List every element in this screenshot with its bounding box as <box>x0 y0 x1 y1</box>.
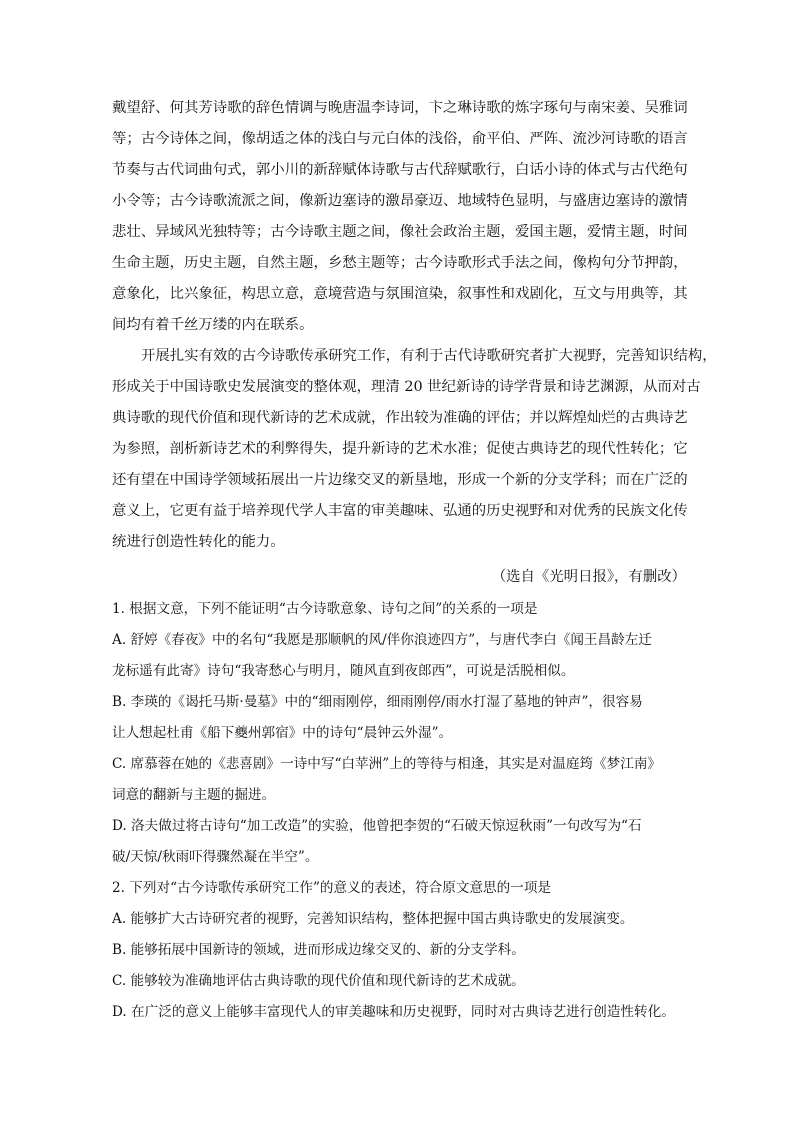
option-a: A. 舒婷《春夜》中的名句“我愿是那顺帆的风/伴你浪迹四方”，与唐代李白《闻王昌龄左迁 <box>112 632 652 648</box>
text-line: 意象化，比兴象征，构思立意，意境营造与氛围渲染，叙事性和戏剧化，互文与用典等，其 <box>112 286 688 302</box>
option-a-cont: 龙标遥有此寄》诗句“我寄愁心与明月，随风直到夜郎西”，可说是活脱相似。 <box>112 663 575 679</box>
option-c-cont: 词意的翻新与主题的掘进。 <box>112 787 276 803</box>
text-line: 形成关于中国诗歌史发展演变的整体观，理清 20 世纪新诗的诗学背景和诗艺渊源，从而对古 <box>112 379 701 395</box>
text-line: 意义上，它更有益于培养现代学人丰富的审美趣味、弘通的历史视野和对优秀的民族文化传 <box>112 503 688 519</box>
option-d: D. 洛夫做过将古诗句“加工改造”的实验，他曾把李贺的“石破天惊逗秋雨”一句改写为“石 <box>112 818 642 834</box>
text-line: 典诗歌的现代价值和现代新诗的艺术成就，作出较为准确的评估；并以辉煌灿烂的古典诗艺 <box>112 410 688 426</box>
text-line: 生命主题，历史主题，自然主题，乡愁主题等；古今诗歌形式手法之间，像构句分节押韵， <box>112 255 688 271</box>
option-b: B. 李瑛的《谒托马斯·曼墓》中的“细雨刚停，细雨刚停/雨水打湿了墓地的钟声”，很容易 <box>112 694 643 710</box>
text-line: 戴望舒、何其芳诗歌的辞色情调与晚唐温李诗词，卞之琳诗歌的炼字琢句与南宋姜、吴雅词 <box>112 100 688 116</box>
option-c: C. 能够较为准确地评估古典诗歌的现代价值和现代新诗的艺术成就。 <box>112 973 525 989</box>
option-b-cont: 让人想起杜甫《船下夔州郭宿》中的诗句“晨钟云外湿”。 <box>112 725 453 741</box>
text-line: 为参照，剖析新诗艺术的利弊得失，提升新诗的艺术水准；促使古典诗艺的现代性转化；它 <box>112 441 688 457</box>
question-stem: 1. 根据文意，下列不能证明“古今诗歌意象、诗句之间”的关系的一项是 <box>112 601 538 617</box>
text-line: 等；古今诗体之间，像胡适之体的浅白与元白体的浅俗，俞平伯、严阵、流沙河诗歌的语言 <box>112 131 688 147</box>
question-stem: 2. 下列对“古今诗歌传承研究工作”的意义的表述，符合原文意思的一项是 <box>112 880 552 896</box>
option-d: D. 在广泛的意义上能够丰富现代人的审美趣味和历史视野，同时对古典诗艺进行创造性转化。 <box>112 1004 675 1020</box>
option-a: A. 能够扩大古诗研究者的视野，完善知识结构，整体把握中国古典诗歌史的发展演变。 <box>112 911 634 927</box>
text-line: 间均有着千丝万缕的内在联系。 <box>112 317 314 333</box>
option-c: C. 席慕蓉在她的《悲喜剧》一诗中写“白苹洲”上的等待与相逢，其实是对温庭筠《梦江南》 <box>112 756 662 772</box>
source-citation: （选自《光明日报》，有删改） <box>491 569 686 585</box>
option-b: B. 能够拓展中国新诗的领域，进而形成边缘交叉的、新的分支学科。 <box>112 942 525 958</box>
text-line: 节奏与古代词曲句式，郭小川的新辞赋体诗歌与古代辞赋歌行，白话小诗的体式与古代绝句 <box>112 162 688 178</box>
text-line: 小令等；古今诗歌流派之间，像新边塞诗的激昂豪迈、地域特色显明，与盛唐边塞诗的激情 <box>112 193 688 209</box>
text-line: 开展扎实有效的古今诗歌传承研究工作，有利于古代诗歌研究者扩大视野，完善知识结构， <box>141 348 717 364</box>
text-line: 统进行创造性转化的能力。 <box>112 534 285 550</box>
text-line: 还有望在中国诗学领域拓展出一片边缘交叉的新垦地，形成一个新的分支学科；而在广泛的 <box>112 472 688 488</box>
option-d-cont: 破/天惊/秋雨吓得骤然凝在半空”。 <box>112 849 319 865</box>
text-line: 悲壮、异域风光独特等；古今诗歌主题之间，像社会政治主题，爱国主题，爱情主题，时间 <box>112 224 688 240</box>
